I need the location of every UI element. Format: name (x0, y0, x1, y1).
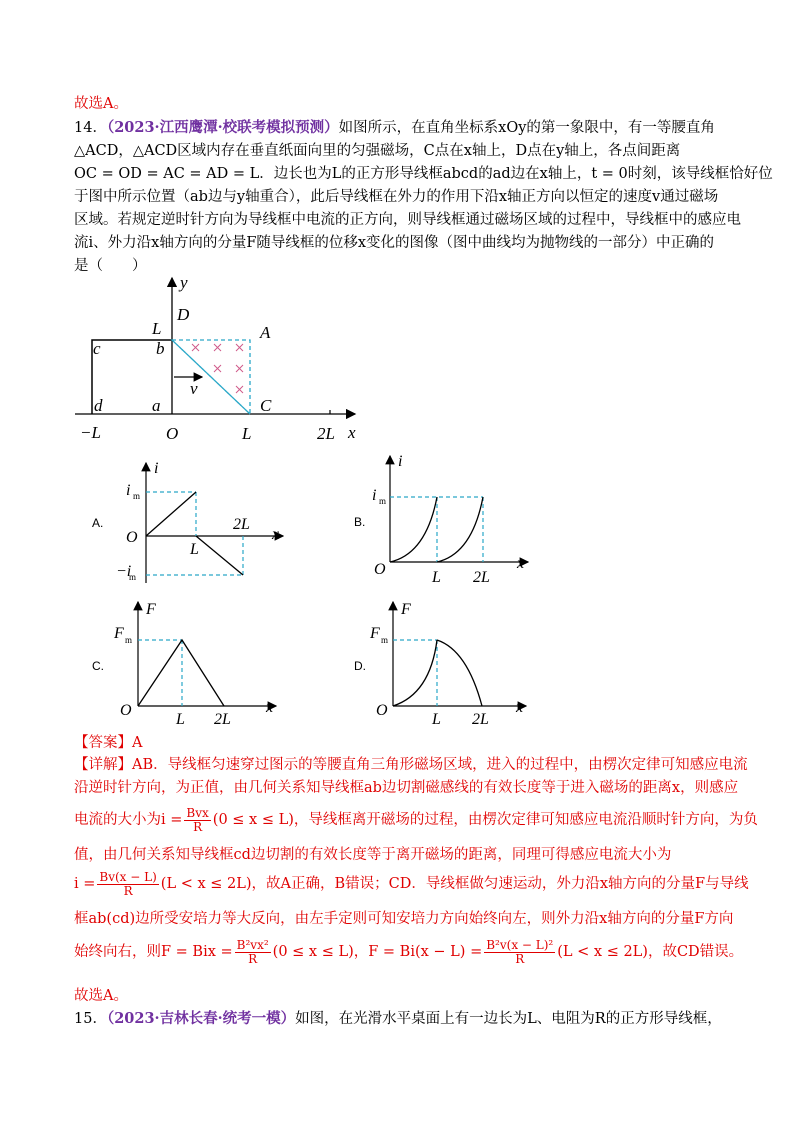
option-a-graph[interactable] (88, 455, 298, 590)
svg-text:A: A (260, 323, 271, 342)
svg-text:y: y (180, 273, 188, 292)
explain-line-2: 沿逆时针方向，为正值，由几何关系知导线框ab边切割磁感线的有效长度等于进入磁场的距离x，则感应 (74, 780, 739, 796)
explain-line-1: 【详解】AB．导线框匀速穿过图示的等腰直角三角形磁场区域，进入的过程中，由楞次定律可知感应电流 (74, 757, 748, 773)
svg-text:O: O (120, 702, 132, 719)
svg-text:−i: −i (116, 563, 132, 580)
svg-text:x: x (266, 699, 274, 716)
svg-text:i: i (126, 482, 131, 499)
svg-text:m: m (129, 572, 137, 582)
svg-text:2L: 2L (472, 711, 489, 728)
svg-text:2L: 2L (473, 569, 490, 586)
svg-text:i: i (372, 487, 377, 504)
svg-text:L: L (176, 711, 185, 728)
svg-text:L: L (432, 569, 441, 586)
option-c-graph[interactable] (88, 598, 288, 728)
explain-line-6: 框ab(cd)边所受安培力等大反向，由左手定则可知安培力方向始终向左，则外力沿x轴方向的分量F方向 (74, 911, 734, 927)
q14-line-6: 流i、外力沿x轴方向的分量F随导线框的位移x变化的图像（图中曲线均为抛物线的一部分）中正确的 (74, 235, 715, 251)
q14-line-4: 于图中所示位置（ab边与y轴重合），此后导线框在外力的作用下沿x轴正方向以恒定的速度v通过磁场 (74, 189, 719, 205)
prev-choice: 故选A。 (74, 96, 128, 112)
svg-text:O: O (166, 424, 179, 443)
svg-text:2L: 2L (317, 424, 335, 443)
svg-text:L: L (242, 424, 252, 443)
svg-text:L: L (432, 711, 441, 728)
answer: 【答案】A (74, 735, 143, 751)
q14-line-2: △ACD，△ACD区域内存在垂直纸面向里的匀强磁场，C点在x轴上，D点在y轴上，各点间距离 (74, 143, 681, 159)
option-b-label: B. (354, 515, 366, 529)
svg-text:L: L (190, 541, 199, 558)
svg-text:F: F (370, 625, 380, 642)
option-a-label: A. (92, 516, 104, 530)
svg-text:2L: 2L (233, 516, 250, 533)
svg-text:O: O (126, 529, 138, 546)
svg-text:i: i (154, 460, 159, 477)
svg-text:−L: −L (80, 423, 101, 442)
svg-text:x: x (348, 423, 356, 442)
explain-line-7: 始终向右，则F = Bix = $\frac{\text{B²vx²}}{R}$ (0 ≤ x ≤ L)，F = Bi(x − L) = $\frac{\text{B²v(x − L)²}}{R}$ (L < x ≤ 2L)，故CD错误。 (74, 937, 744, 966)
q14-line-7: 是（ ） (74, 258, 147, 274)
main-figure (70, 270, 370, 445)
svg-text:m: m (133, 491, 141, 501)
q14-line-1: 14．（2023·江西鹰潭·校联考模拟预测）如图所示，在直角坐标系xOy的第一象限中，有一等腰直角 (74, 119, 715, 136)
svg-text:x: x (272, 526, 280, 543)
svg-text:x: x (517, 555, 525, 572)
svg-text:c: c (93, 339, 101, 358)
svg-text:L: L (152, 319, 162, 338)
explain-line-4: 值，由几何关系知导线框cd边切割的有效长度等于离开磁场的距离，同理可得感应电流大小为 (74, 847, 672, 863)
explain-line-5: i = $\frac{Bv(x - L)}{R}$ (L < x ≤ 2L)，故A正确，B错误；CD．导线框做匀速运动，外力沿x轴方向的分量F与导线 (74, 869, 749, 898)
final-choice: 故选A。 (74, 988, 128, 1004)
field-crosses (192, 344, 243, 393)
svg-text:F: F (401, 601, 411, 618)
explain-line-3: 电流的大小为i = $\frac{\text{Bvx}}{R}$ (0 ≤ x ≤ L)，导线框离开磁场的过程，由楞次定律可知感应电流沿顺时针方向，为负 (74, 805, 758, 834)
option-b-graph[interactable] (350, 450, 535, 590)
q14-number: 14． (74, 120, 107, 136)
svg-text:m: m (125, 635, 133, 645)
q14-source: （2023·江西鹰潭·校联考模拟预测） (106, 119, 339, 136)
svg-text:i: i (398, 453, 403, 470)
svg-text:D: D (177, 305, 190, 324)
svg-text:C: C (260, 396, 272, 415)
svg-text:O: O (374, 561, 386, 578)
svg-text:m: m (381, 635, 389, 645)
svg-text:d: d (94, 396, 103, 415)
option-d-graph[interactable] (350, 598, 535, 728)
svg-text:v: v (190, 379, 198, 398)
svg-text:O: O (376, 702, 388, 719)
svg-text:2L: 2L (214, 711, 231, 728)
q15-number: 15． (74, 1011, 107, 1027)
option-d-label: D. (354, 659, 366, 673)
svg-text:F: F (146, 601, 156, 618)
q14-line-5: 区域。若规定逆时针方向为导线框中电流的正方向，则导线框通过磁场区域的过程中，导线框中的感应电 (74, 212, 741, 228)
svg-text:F: F (114, 625, 124, 642)
svg-text:b: b (156, 339, 165, 358)
svg-text:x: x (516, 699, 524, 716)
q15-line-1: 15．（2023·吉林长春·统考一模）如图，在光滑水平桌面上有一边长为L、电阻为R的正方形导线框， (74, 1010, 722, 1027)
q15-source: （2023·吉林长春·统考一模） (106, 1010, 296, 1027)
svg-text:m: m (379, 496, 387, 506)
option-c-label: C. (92, 659, 104, 673)
q14-line-3: OC = OD = AC = AD = L．边长也为L的正方形导线框abcd的ad边在x轴上，t = 0时刻，该导线框恰好位 (74, 166, 773, 182)
svg-text:a: a (152, 396, 161, 415)
